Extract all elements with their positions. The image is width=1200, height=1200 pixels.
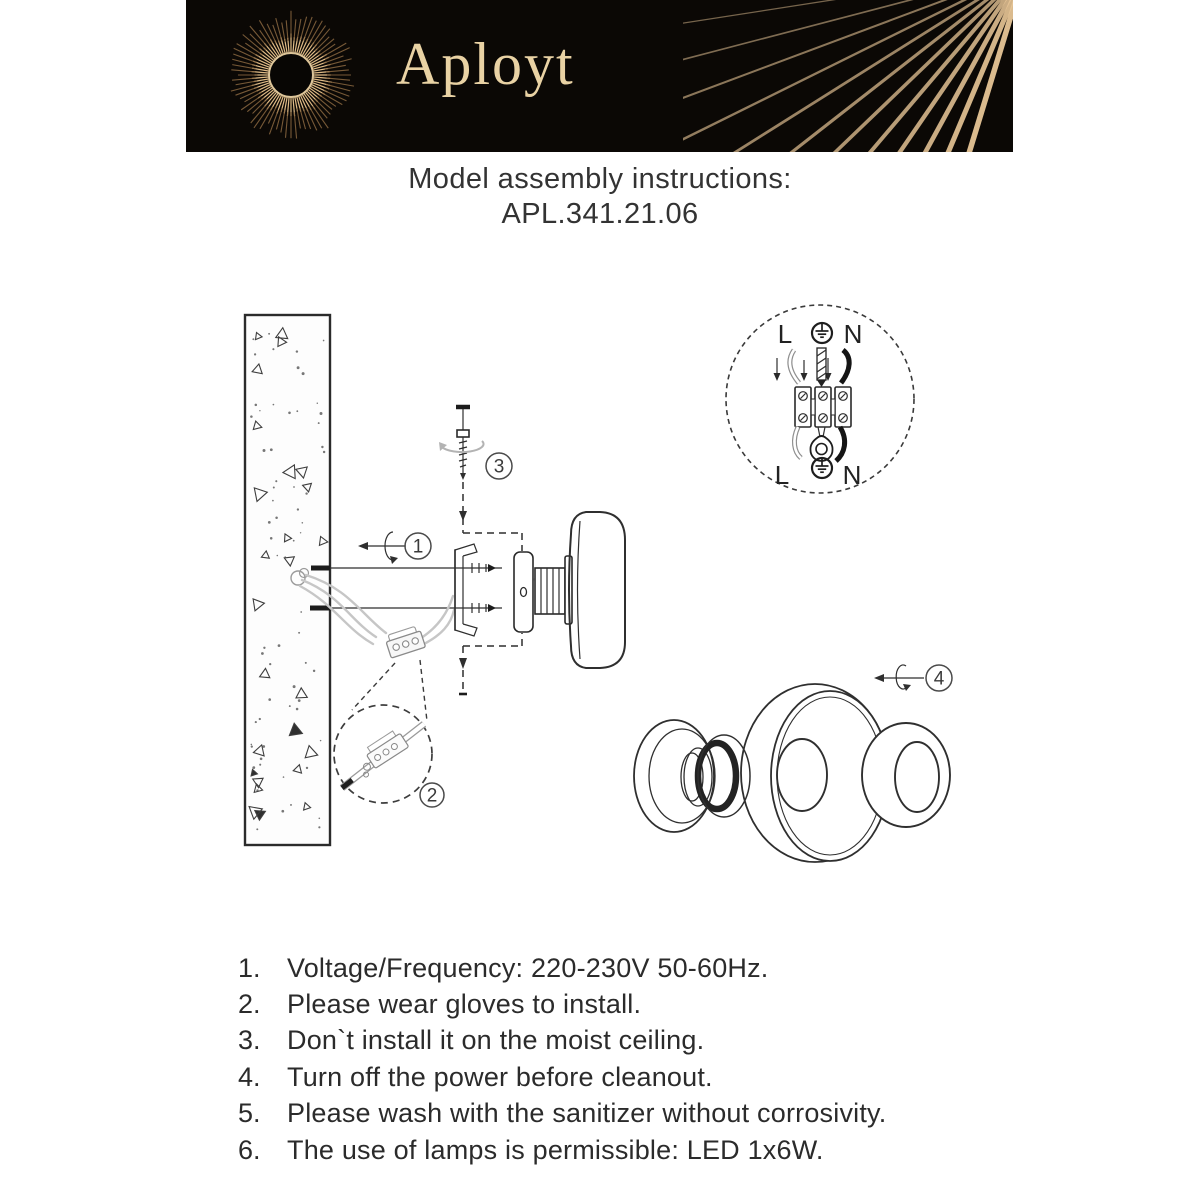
starburst-logo-icon (216, 0, 366, 150)
wiring-label-n-bottom: N (842, 460, 862, 490)
brand-header (186, 0, 1013, 152)
canopy (463, 533, 572, 646)
instruction-item (238, 1059, 998, 1095)
step-number-2: 2 (426, 785, 438, 807)
instruction-item (238, 950, 998, 986)
instruction-text: Turn off the power before cleanout. (287, 1061, 713, 1092)
instruction-number: 1. (238, 952, 261, 983)
assembly-diagram (190, 290, 1030, 910)
instruction-number: 5. (238, 1098, 261, 1129)
wiring-label-l-bottom: L (774, 460, 790, 490)
instruction-text: Don`t install it on the moist ceiling. (287, 1025, 705, 1056)
terminal-block-main (384, 625, 425, 658)
step-marker-2 (420, 783, 444, 807)
model-number: APL.341.21.06 (501, 198, 699, 230)
rotation-arrow-1 (358, 532, 406, 564)
brand-name: Aployt (396, 31, 575, 97)
corner-rays-icon (683, 0, 1013, 152)
exploded-view (634, 684, 950, 862)
instruction-number: 4. (238, 1061, 261, 1092)
step-number-4: 4 (933, 668, 945, 690)
instruction-text: Please wear gloves to install. (287, 989, 642, 1020)
step-number-1: 1 (412, 536, 424, 558)
step-number-3: 3 (493, 456, 505, 478)
instruction-text: The use of lamps is permissible: LED 1x6W. (287, 1134, 824, 1165)
rotation-arrow-4 (874, 665, 924, 691)
instruction-item (238, 1096, 998, 1132)
instruction-text: Voltage/Frequency: 220-230V 50-60Hz. (287, 952, 769, 983)
step-marker-4 (926, 665, 952, 691)
instruction-item (238, 1023, 998, 1059)
instruction-number: 6. (238, 1134, 261, 1165)
instruction-number: 3. (238, 1025, 261, 1056)
instruction-item (238, 986, 998, 1022)
wiring-label-l-top: L (777, 319, 793, 349)
mounting-bracket (455, 544, 477, 636)
wiring-label-n-top: N (843, 319, 863, 349)
instruction-text: Please wash with the sanitizer without corrosivity. (287, 1098, 887, 1129)
step-marker-3 (486, 453, 512, 479)
step-marker-1 (405, 533, 431, 559)
wiring-diagram (726, 305, 914, 493)
instruction-number: 2. (238, 989, 261, 1020)
page-title: Model assembly instructions: (408, 163, 792, 195)
title-block (0, 162, 1200, 232)
instruction-item (238, 1132, 998, 1168)
detail-circle-2 (334, 705, 432, 803)
lamp-body-profile (569, 512, 625, 668)
instructions-list (238, 950, 998, 1168)
